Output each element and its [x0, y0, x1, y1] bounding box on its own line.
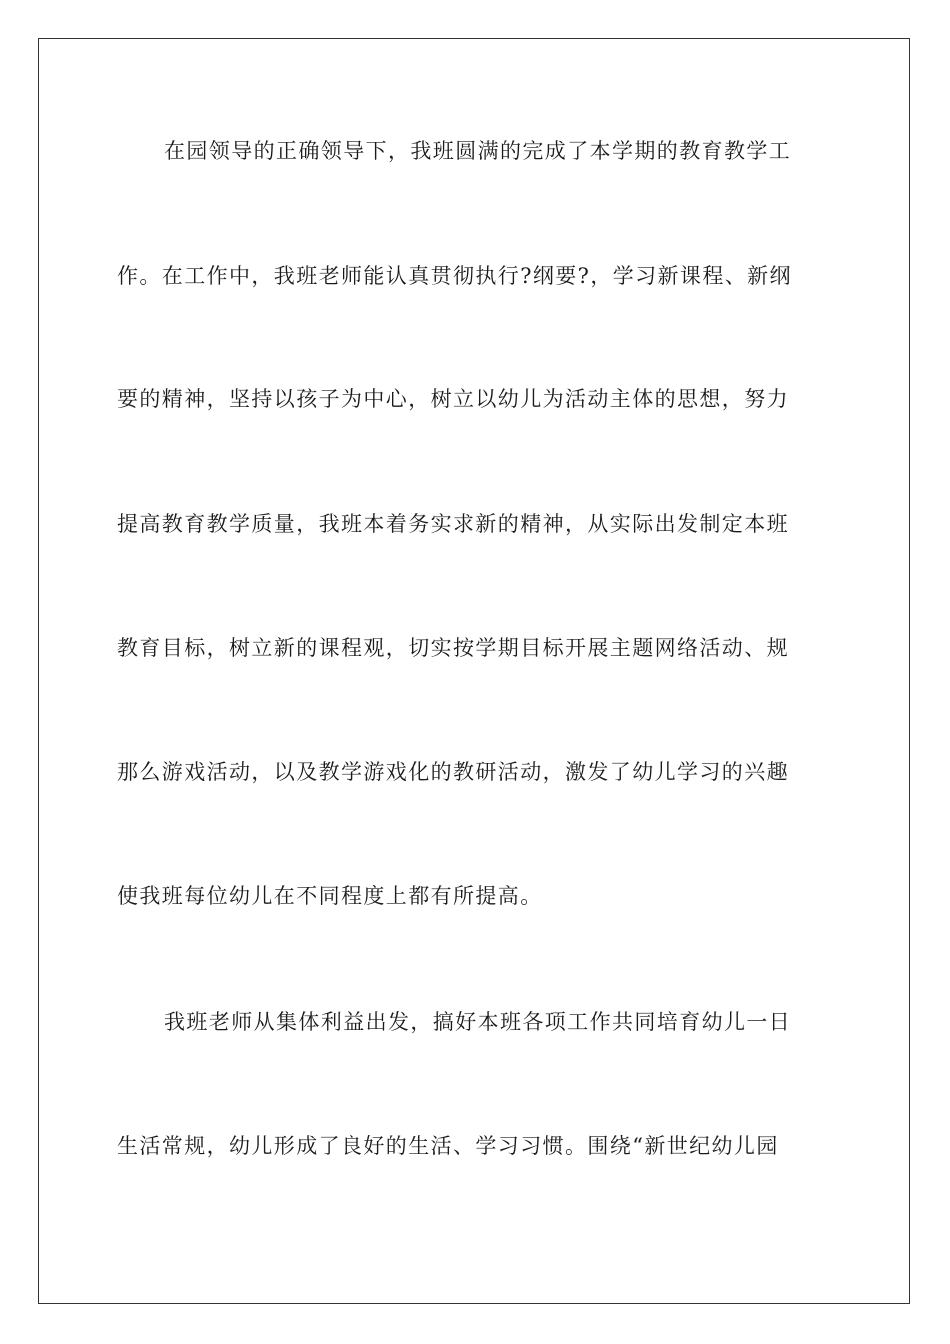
text-line: 要的精神，坚持以孩子为中心，树立以幼儿为活动主体的思想，努力: [117, 387, 789, 411]
text-line: 使我班每位幼儿在不同程度上都有所提高。: [117, 884, 543, 908]
text-line: 生活常规，幼儿形成了良好的生活、学习习惯。围绕“新世纪幼儿园: [117, 1134, 779, 1158]
text-line: 在园领导的正确领导下，我班圆满的完成了本学期的教育教学工: [164, 139, 792, 163]
text-line: 那么游戏活动，以及教学游戏化的教研活动，激发了幼儿学习的兴趣: [117, 760, 789, 784]
text-line: 提高教育教学质量，我班本着务实求新的精神，从实际出发制定本班: [117, 512, 789, 536]
page-border: [38, 38, 910, 1304]
text-line: 教育目标，树立新的课程观，切实按学期目标开展主题网络活动、规: [117, 636, 789, 660]
text-line: 作。在工作中，我班老师能认真贯彻执行?纲要?，学习新课程、新纲: [117, 264, 792, 288]
text-line: 我班老师从集体利益出发，搞好本班各项工作共同培育幼儿一日: [164, 1010, 792, 1034]
